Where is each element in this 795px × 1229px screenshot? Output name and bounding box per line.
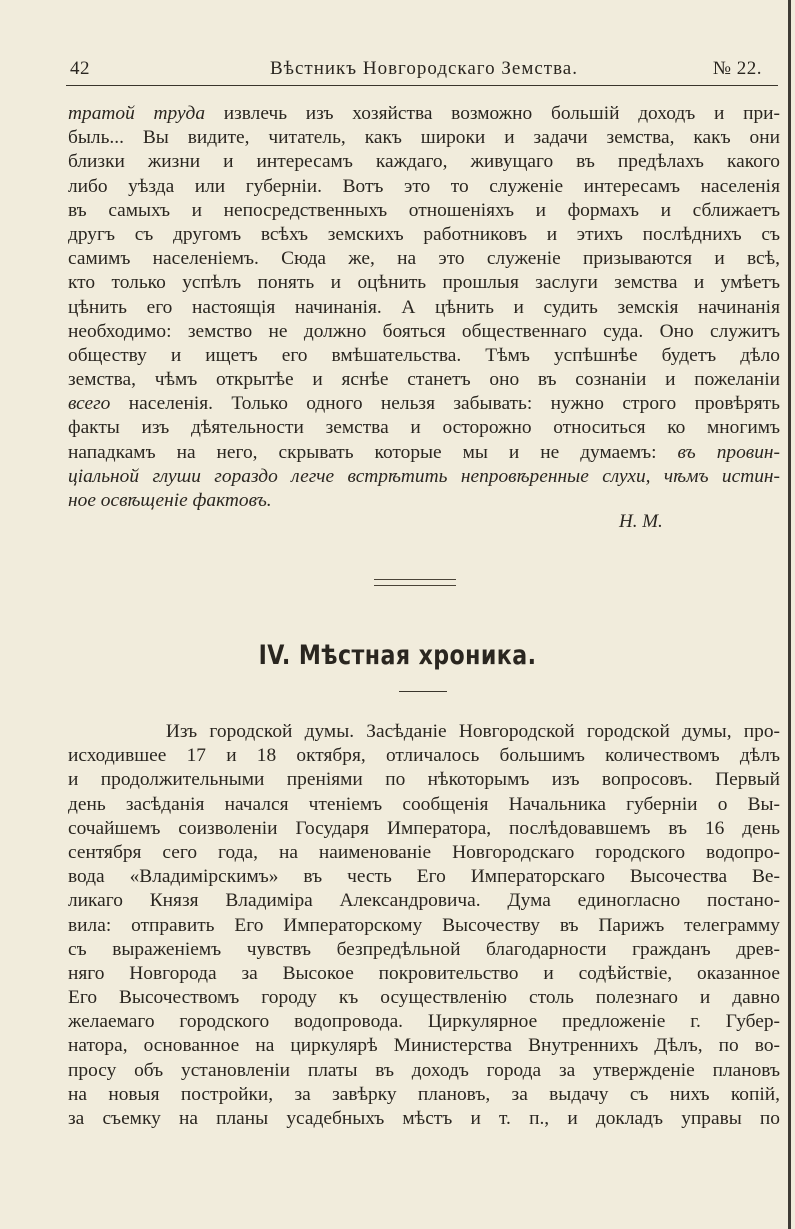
text-run: кто только успѣлъ понять и оцѣнить прошлыя заслуги земства и умѣетъ (68, 272, 780, 294)
text-run: земства, чѣмъ открытѣе и яснѣе станетъ оно въ сознаніи и пожеланіи (68, 369, 780, 391)
text-line (68, 720, 780, 744)
text-line (68, 320, 780, 344)
text-run: населенія. Только одного нельзя забывать: нужно строго провѣрять (110, 393, 780, 415)
text-line (68, 1083, 780, 1107)
text-run: сентября сего года, на наименованіе Новгородскаго городского водопро- (68, 841, 780, 863)
text-line (68, 441, 780, 465)
text-run: день засѣданія начался чтеніемъ сообщенія Начальника губерніи о Вы- (68, 793, 780, 815)
journal-title: Вѣстникъ Новгородскаго Земства. (270, 58, 578, 79)
text-line (68, 247, 780, 271)
running-header (70, 58, 770, 86)
text-run: цѣнить его настоящія начинанія. А цѣнить и судить земскія начинанія (68, 296, 780, 318)
text-line (68, 768, 780, 792)
text-run: самимъ населеніемъ. Сюда же, на это служеніе призываются и всѣ, (68, 248, 780, 270)
text-run: обществу и ищетъ его вмѣшательства. Тѣмъ успѣшнѣе будетъ дѣло (68, 344, 780, 366)
text-run: няго Новгорода за Высокое покровительство и содѣйствіе, оказанное (68, 962, 780, 984)
text-run: необходимо: земство не должно бояться общественнаго суда. Оно служитъ (68, 320, 780, 342)
text-line (68, 465, 780, 489)
text-line (68, 1034, 780, 1058)
text-line (68, 296, 780, 320)
text-line (68, 102, 780, 126)
text-line (68, 368, 780, 392)
text-line (68, 150, 780, 174)
text-line (68, 1107, 780, 1131)
italic-text: ное освѣщеніе фактовъ. (68, 490, 272, 511)
text-run: сочайшемъ соизволеніи Государя Императора, послѣдовавшемъ въ 16 день (68, 817, 780, 839)
text-line (68, 271, 780, 295)
text-run: просу объ установленіи платы въ доходъ города за утвержденіе плановъ (68, 1059, 780, 1081)
issue-number: № 22. (712, 58, 762, 79)
italic-text: тратой труда (68, 103, 206, 124)
text-line (68, 744, 780, 768)
title-rule (399, 691, 447, 692)
text-line (68, 1059, 780, 1083)
text-line (68, 793, 780, 817)
italic-text: въ провин- (677, 441, 780, 463)
text-run: Изъ городской думы. Засѣданіе Новгородской городской думы, про- (68, 721, 780, 742)
text-run: на новыя постройки, за завѣрку плановъ, за выдачу съ нихъ копій, (68, 1083, 780, 1105)
text-run: вода «Владимірскимъ» въ честь Его Императорскаго Высочества Ве- (68, 866, 780, 888)
italic-text: всего (68, 393, 111, 415)
text-run: быль... Вы видите, читатель, какъ широки и задачи земства, какъ они (68, 127, 780, 149)
text-run: съ выраженіемъ чувствъ безпредѣльной благодарности гражданъ древ- (68, 938, 780, 960)
text-line (68, 126, 780, 150)
text-line (68, 865, 780, 889)
text-run: и продолжительными преніями по нѣкоторымъ изъ вопросовъ. Первый (68, 769, 780, 791)
text-run: въ самыхъ и непосредственныхъ отношеніяхъ и формахъ и сближаетъ (68, 199, 780, 221)
text-run: нападкамъ на него, скрывать которые мы и не думаемъ: (68, 441, 678, 463)
text-line (68, 914, 780, 938)
page-number: 42 (70, 58, 90, 79)
section-divider (374, 579, 456, 586)
text-line (68, 962, 780, 986)
text-line (68, 344, 780, 368)
article-continuation (68, 102, 780, 513)
text-line (68, 938, 780, 962)
text-line (68, 1010, 780, 1034)
text-run: другъ съ другомъ всѣхъ земскихъ работниковъ и этихъ послѣднихъ съ (68, 223, 780, 245)
text-run: Его Высочествомъ городу къ осуществленію столь полезнаго и давно (68, 987, 780, 1009)
text-run: извлечь изъ хозяйства возможно большій доходъ и при- (205, 103, 780, 124)
italic-text: ціальной глуши гораздо легче встрѣтить непровѣренные слухи, чѣмъ истин- (68, 465, 780, 487)
text-run: желаемаго городского водопровода. Циркулярное предложеніе г. Губер- (68, 1011, 780, 1033)
text-line (68, 416, 780, 440)
page-edge-line (788, 0, 791, 1229)
text-run: натора, основанное на циркулярѣ Министерства Внутреннихъ Дѣлъ, по во- (68, 1035, 780, 1057)
text-line (68, 489, 780, 513)
text-line (68, 175, 780, 199)
text-line (68, 817, 780, 841)
text-run: исходившее 17 и 18 октября, отличалось большимъ количествомъ дѣлъ (68, 745, 780, 767)
text-line (68, 889, 780, 913)
text-line (68, 223, 780, 247)
header-rule (66, 85, 778, 86)
text-run: вила: отправить Его Императорскому Высочеству въ Парижъ телеграмму (68, 914, 780, 936)
text-run: факты изъ дѣятельности земства и осторожно относиться ко многимъ (68, 417, 780, 439)
text-line (68, 199, 780, 223)
author-signature: Н. М. (619, 511, 663, 532)
chronicle-text (68, 720, 780, 1131)
text-run: ликаго Князя Владиміра Александровича. Дума единогласно постано- (68, 890, 780, 912)
text-run: близки жизни и интересамъ каждаго, живущаго въ предѣлахъ какого (68, 151, 780, 173)
text-line (68, 392, 780, 416)
text-run: за съемку на планы усадебныхъ мѣстъ и т. п., и докладъ управы по (68, 1108, 780, 1129)
text-line (68, 986, 780, 1010)
section-title: IV. Мѣстная хроника. (258, 640, 537, 671)
text-run: либо уѣзда или губерніи. Вотъ это то служеніе интересамъ населенія (68, 175, 780, 197)
text-line (68, 841, 780, 865)
